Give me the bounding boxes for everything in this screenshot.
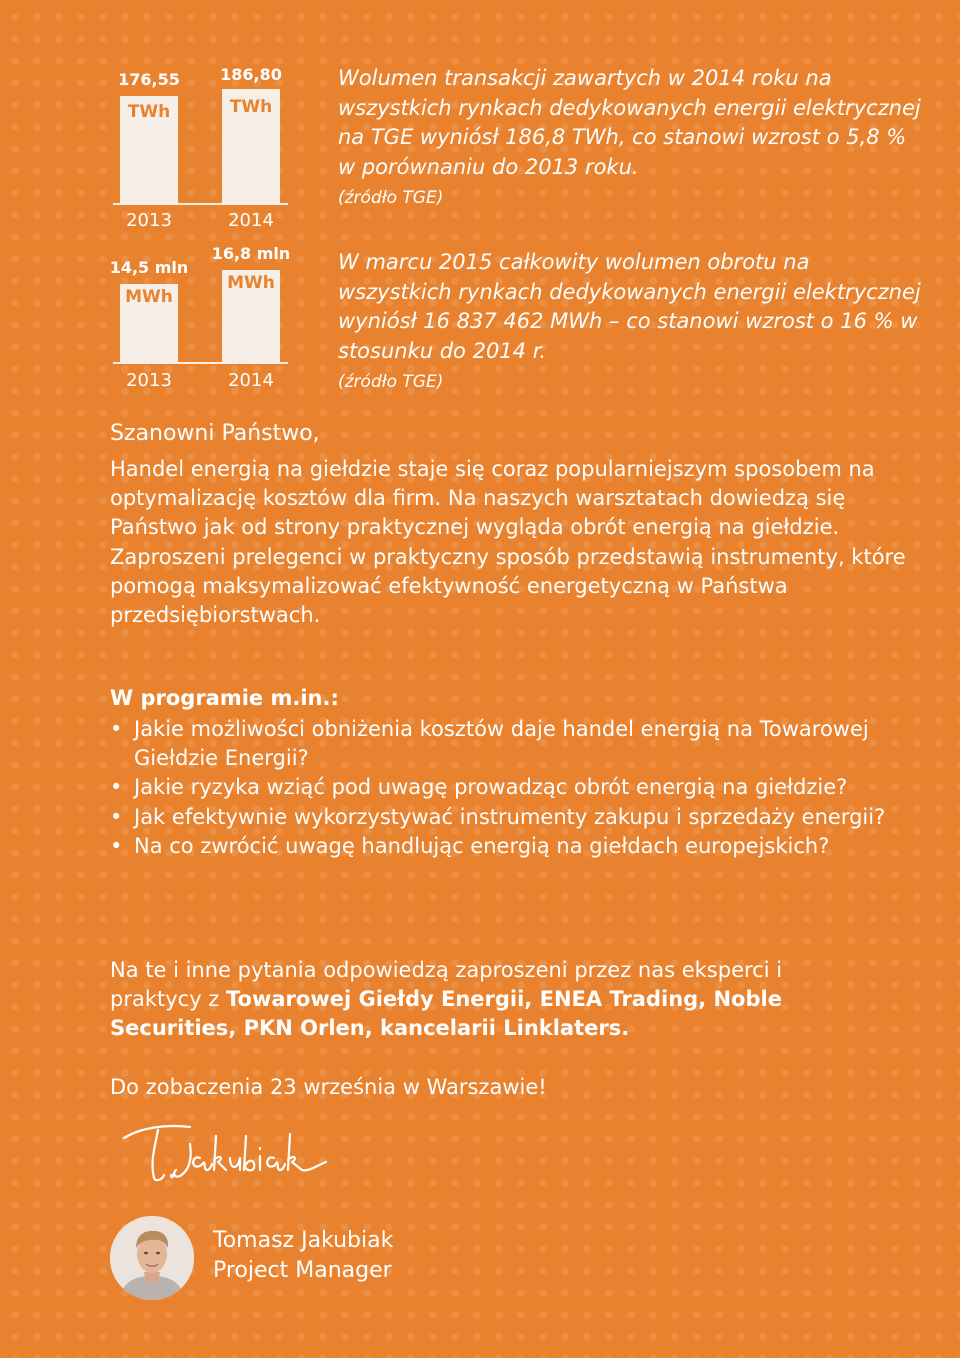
march-baseline (113, 362, 288, 364)
bullet-icon: • (110, 717, 123, 741)
march-stat-text: W marcu 2015 całkowity wolumen obrotu na wszystkich rynkach dedykowanych energii elektrycznej wyniósł 16 837 462 MWh – co stanowi wzrost o 16 % w stosunku do 2014 r. (338, 250, 921, 363)
march-year-2014: 2014 (228, 370, 274, 391)
author-photo (110, 1216, 194, 1300)
author-role: Project Manager (213, 1258, 392, 1283)
closing: Do zobaczenia 23 września w Warszawie! (110, 1075, 547, 1099)
volume-value-2014: 186,80 (220, 65, 282, 84)
person-icon (110, 1216, 194, 1300)
author-name: Tomasz Jakubiak (213, 1228, 394, 1253)
volume-baseline (113, 203, 288, 205)
experts-intro: Na te i inne pytania odpowiedzą zaproszeni przez nas eksperci i praktycy z (110, 958, 783, 1012)
experts-list: Towarowej Giełdy Energii, ENEA Trading, Noble Securities, PKN Orlen, kancelarii Linklaters. (110, 987, 782, 1041)
volume-year-2014: 2014 (228, 210, 274, 231)
march-source: (źródło TGE) (338, 372, 444, 392)
volume-value-2013: 176,55 (118, 70, 180, 89)
march-unit-2013: MWh (125, 287, 173, 307)
agenda-item: • Jakie ryzyka wziąć pod uwagę prowadząc obrót energią na giełdzie? (110, 773, 930, 802)
agenda-item: • Na co zwrócić uwagę handlując energią na giełdach europejskich? (110, 832, 930, 861)
agenda-title: W programie m.in.: (110, 686, 339, 710)
march-stat (338, 248, 928, 398)
greeting: Szanowni Państwo, (110, 421, 320, 446)
march-year-2013: 2013 (126, 370, 172, 391)
bullet-icon: • (110, 804, 123, 829)
agenda-item: • Jakie możliwości obniżenia kosztów daje handel energią na Towarowej Giełdzie Energii? (110, 717, 869, 771)
march-value-2014: 16,8 mln (211, 244, 291, 263)
volume-source: (źródło TGE) (338, 188, 444, 208)
volume-year-2013: 2013 (126, 210, 172, 231)
agenda-item: • Jak efektywnie wykorzystywać instrumenty zakupu i sprzedaży energii? (110, 803, 930, 832)
march-value-2013: 14,5 mln (109, 258, 189, 277)
experts-paragraph (110, 956, 870, 1044)
letter-body: Handel energią na giełdzie staje się coraz popularniejszym sposobem na optymalizację kosztów dla firm. Na naszych warsztatach dowiedzą się Państwo jak od strony praktycznej wygląda obrót energią na giełdzie. Zaproszeni prelegenci w praktyczny sposób przedstawią instrumenty, które pomogą maksymalizować efektywność energetyczną w Państwa przedsiębiorstwach. (110, 457, 906, 628)
march-unit-2014: MWh (227, 273, 275, 293)
bullet-icon: • (110, 775, 123, 800)
agenda-list (110, 715, 930, 861)
volume-stat (338, 64, 928, 214)
volume-stat-text: Wolumen transakcji zawartych w 2014 roku na wszystkich rynkach dedykowanych energii elektrycznej na TGE wyniósł 186,8 TWh, co stanowi wzrost o 5,8 % w porównaniu do 2013 roku. (338, 66, 921, 179)
bullet-icon: • (110, 833, 123, 858)
signature (120, 1118, 340, 1192)
signature-image (120, 1118, 340, 1188)
volume-unit-2014: TWh (229, 97, 273, 117)
volume-unit-2013: TWh (127, 102, 171, 122)
author-block (213, 1226, 393, 1286)
